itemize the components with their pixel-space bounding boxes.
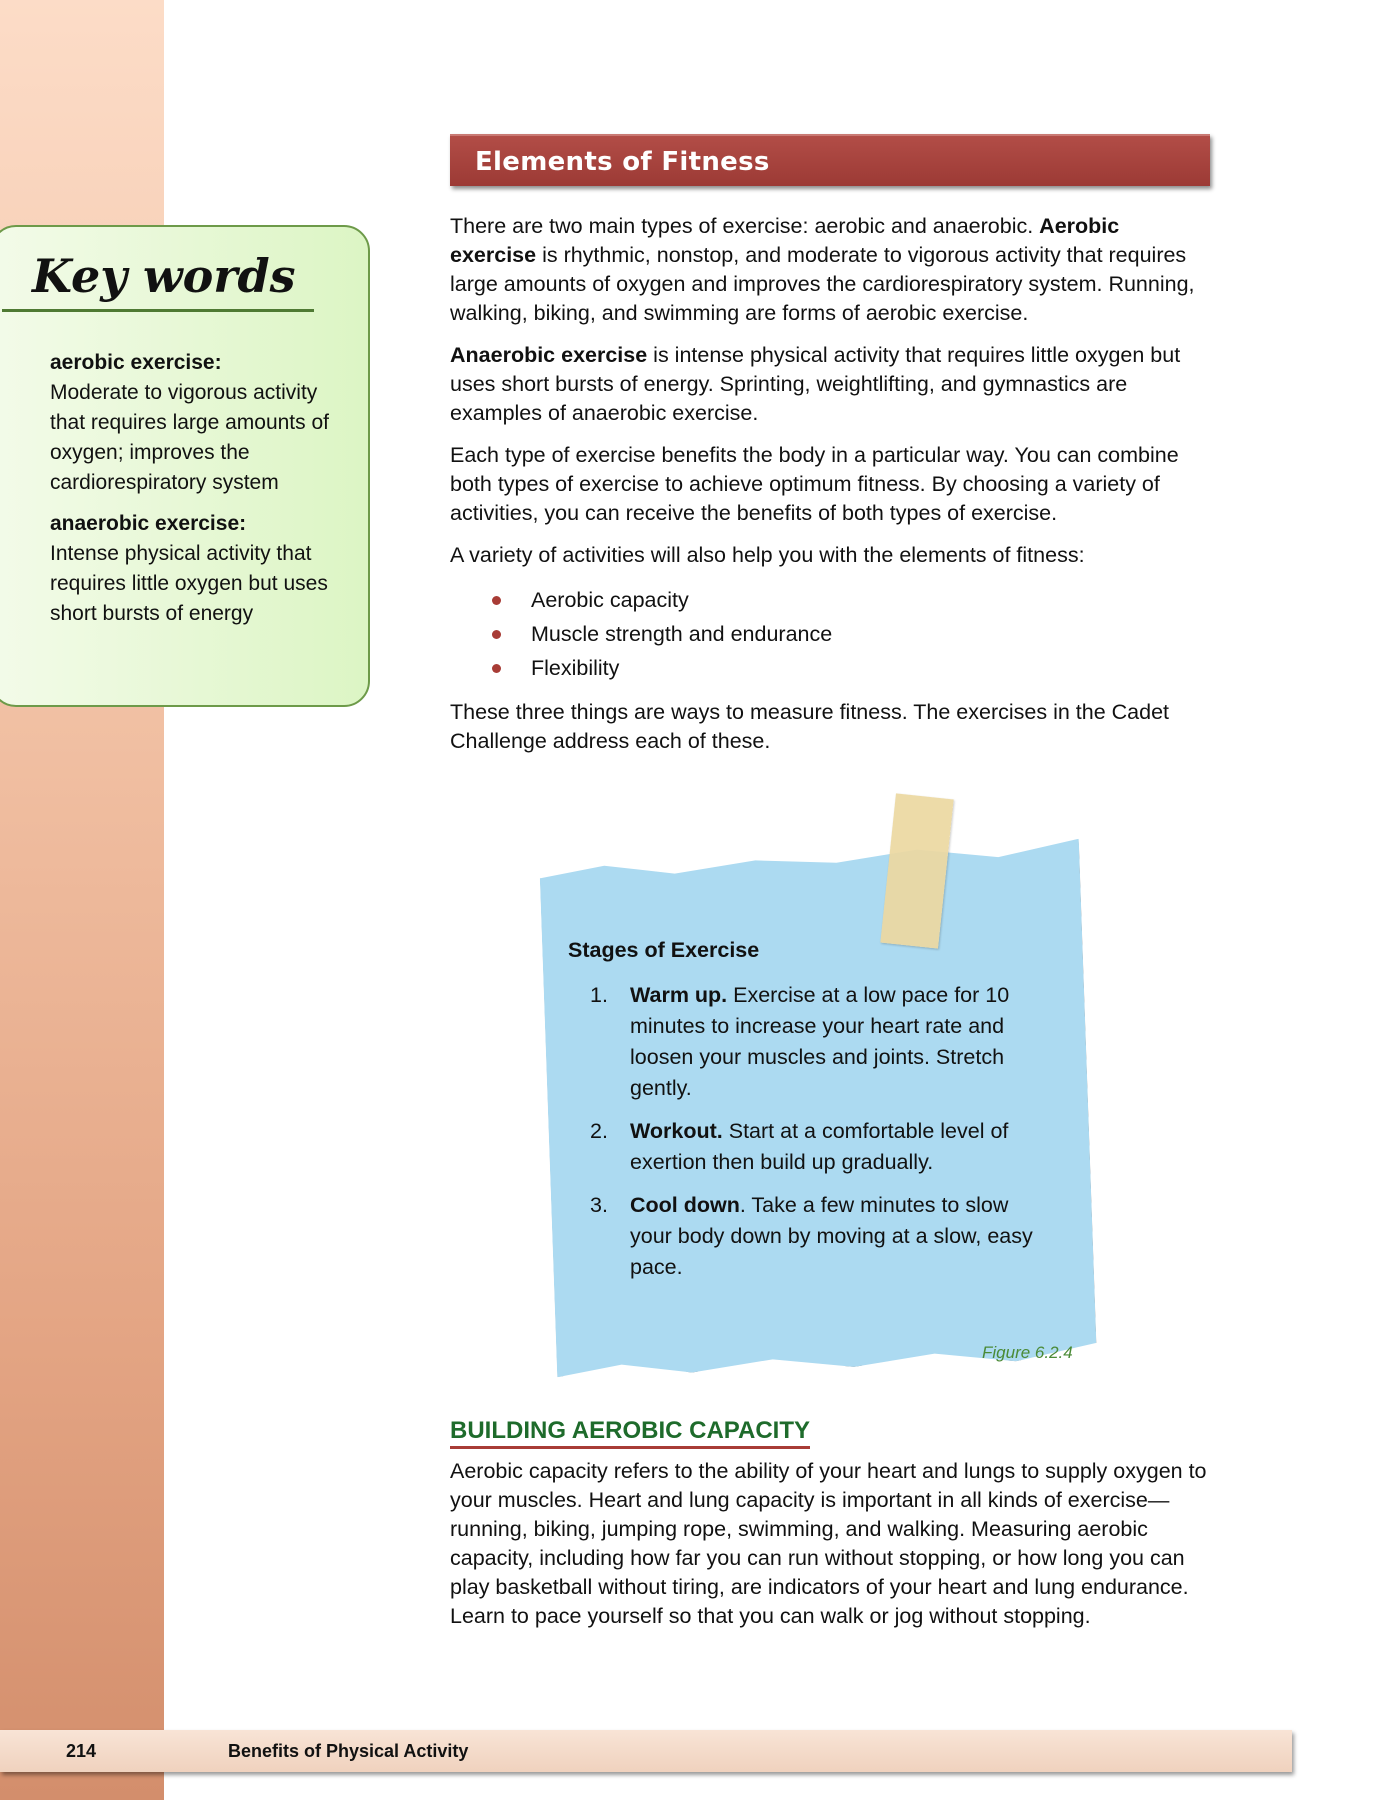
figure-caption: Figure 6.2.4	[982, 1343, 1073, 1362]
list-item: 3. Cool down. Take a few minutes to slow your body down by moving at a slow, easy pace.	[590, 1193, 1033, 1279]
bullet-icon	[492, 664, 501, 673]
fitness-elements-list	[450, 583, 1210, 685]
list-item: 1. Warm up. Exercise at a low pace for 10 minutes to increase your heart rate and loosen your muscles and joints. Stretch gently.	[590, 983, 1010, 1100]
paragraph-measure: These three things are ways to measure fitness. The exercises in the Cadet Challenge address each of these.	[450, 700, 1170, 753]
bullet-icon	[492, 630, 501, 639]
paragraph-aerobic-capacity: Aerobic capacity refers to the ability of your heart and lungs to supply oxygen to your muscles. Heart and lung capacity is important in all kinds of exercise—running, biking, jumping rope, swimming, and walking. Measuring aerobic capacity, including how far you can run without stopping, or how long you can play basketball without tiring, are indicators of your heart and lung endurance. Learn to pace yourself so that you can walk or jog without stopping.	[450, 1459, 1207, 1628]
list-item: 2. Workout. Start at a comfortable level of exertion then build up gradually.	[590, 1119, 1009, 1174]
key-words-list	[50, 348, 350, 640]
key-word-definition: Moderate to vigorous activity that requires large amounts of oxygen; improves the cardiorespiratory system	[50, 381, 329, 494]
key-words-divider	[2, 309, 314, 312]
note-title: Stages of Exercise	[568, 938, 760, 962]
exercise-stages-list	[568, 980, 1048, 1283]
key-words-title: Key words	[32, 249, 296, 303]
paragraph-anaerobic: Anaerobic exercise is intense physical activity that requires little oxygen but uses short bursts of energy. Sprinting, weightlifting, and gymnastics are examples of anaerobic exercise.	[450, 343, 1181, 425]
key-words-box	[0, 225, 370, 707]
key-word-definition: Intense physical activity that requires little oxygen but uses short bursts of energy	[50, 542, 328, 625]
list-item: Flexibility	[450, 651, 1210, 685]
bullet-icon	[492, 596, 501, 605]
chapter-title: Benefits of Physical Activity	[228, 1741, 469, 1761]
term-anaerobic-exercise: Anaerobic exercise	[450, 343, 648, 367]
list-item: Aerobic capacity	[450, 583, 1210, 617]
section-title: Elements of Fitness	[475, 147, 770, 177]
key-word-term: anaerobic exercise:	[50, 512, 247, 535]
note-content	[568, 935, 1048, 1295]
section-heading: BUILDING AEROBIC CAPACITY	[450, 1416, 810, 1449]
paragraph-benefits: Each type of exercise benefits the body in a particular way. You can combine both types of exercise to achieve optimum fitness. By choosing a variety of activities, you can receive the benefits of both types of exercise.	[450, 443, 1179, 525]
page-number: 214	[66, 1741, 97, 1761]
paragraph-aerobic: There are two main types of exercise: aerobic and anaerobic. Aerobic exercise is rhythmic, nonstop, and moderate to vigorous activity that requires large amounts of oxygen and improves the cardiorespiratory system. Running, walking, biking, and swimming are forms of aerobic exercise.	[450, 214, 1195, 325]
key-word-term: aerobic exercise:	[50, 351, 222, 374]
list-item: Muscle strength and endurance	[450, 617, 1210, 651]
section-banner	[450, 134, 1210, 186]
footer-bar	[0, 1730, 1292, 1772]
main-text	[450, 212, 1210, 769]
term-aerobic-exercise: Aerobic exercise	[450, 214, 1120, 267]
paragraph-elements: A variety of activities will also help you with the elements of fitness:	[450, 543, 1085, 567]
